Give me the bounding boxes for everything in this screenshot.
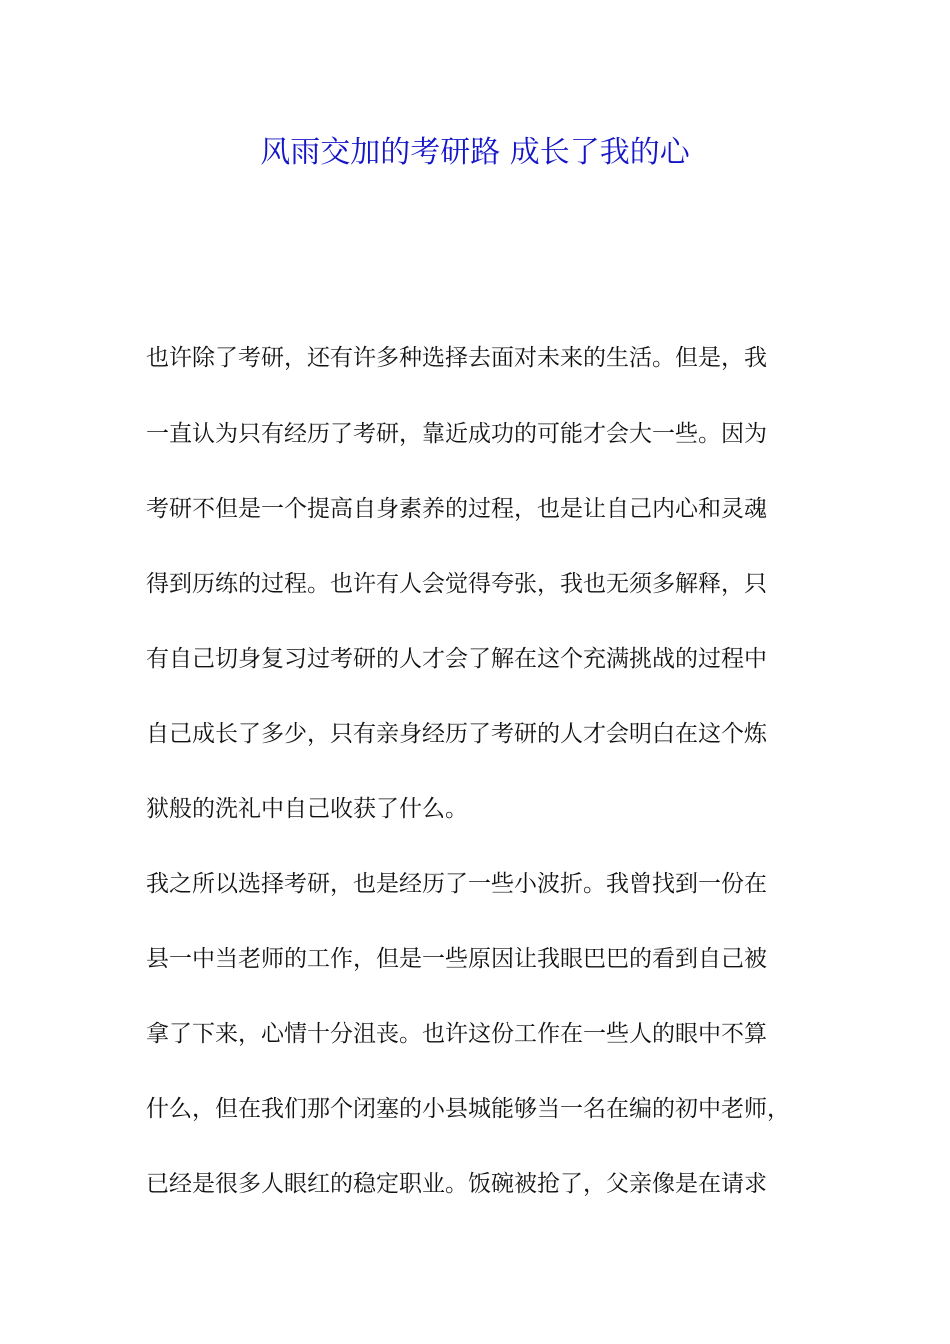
body-line: 自己成长了多少，只有亲身经历了考研的人才会明白在这个炼 — [146, 721, 767, 747]
body-line: 我之所以选择考研，也是经历了一些小波折。我曾找到一份在 — [146, 871, 767, 897]
body-line: 已经是很多人眼红的稳定职业。饭碗被抢了，父亲像是在请求 — [146, 1171, 767, 1197]
body-line: 考研不但是一个提高自身素养的过程，也是让自己内心和灵魂 — [146, 496, 767, 522]
body-line: 得到历练的过程。也许有人会觉得夸张，我也无须多解释，只 — [146, 571, 767, 597]
body-line: 县一中当老师的工作，但是一些原因让我眼巴巴的看到自己被 — [146, 946, 767, 972]
body-line: 什么，但在我们那个闭塞的小县城能够当一名在编的初中老师， — [146, 1096, 790, 1122]
body-line: 也许除了考研，还有许多种选择去面对未来的生活。但是，我 — [146, 345, 767, 371]
body-line: 拿了下来，心情十分沮丧。也许这份工作在一些人的眼中不算 — [146, 1021, 767, 1047]
body-line: 一直认为只有经历了考研，靠近成功的可能才会大一些。因为 — [146, 421, 767, 447]
document-title: 风雨交加的考研路 成长了我的心 — [260, 135, 690, 170]
body-line: 有自己切身复习过考研的人才会了解在这个充满挑战的过程中 — [146, 646, 767, 672]
body-line: 狱般的洗礼中自己收获了什么。 — [146, 796, 468, 822]
